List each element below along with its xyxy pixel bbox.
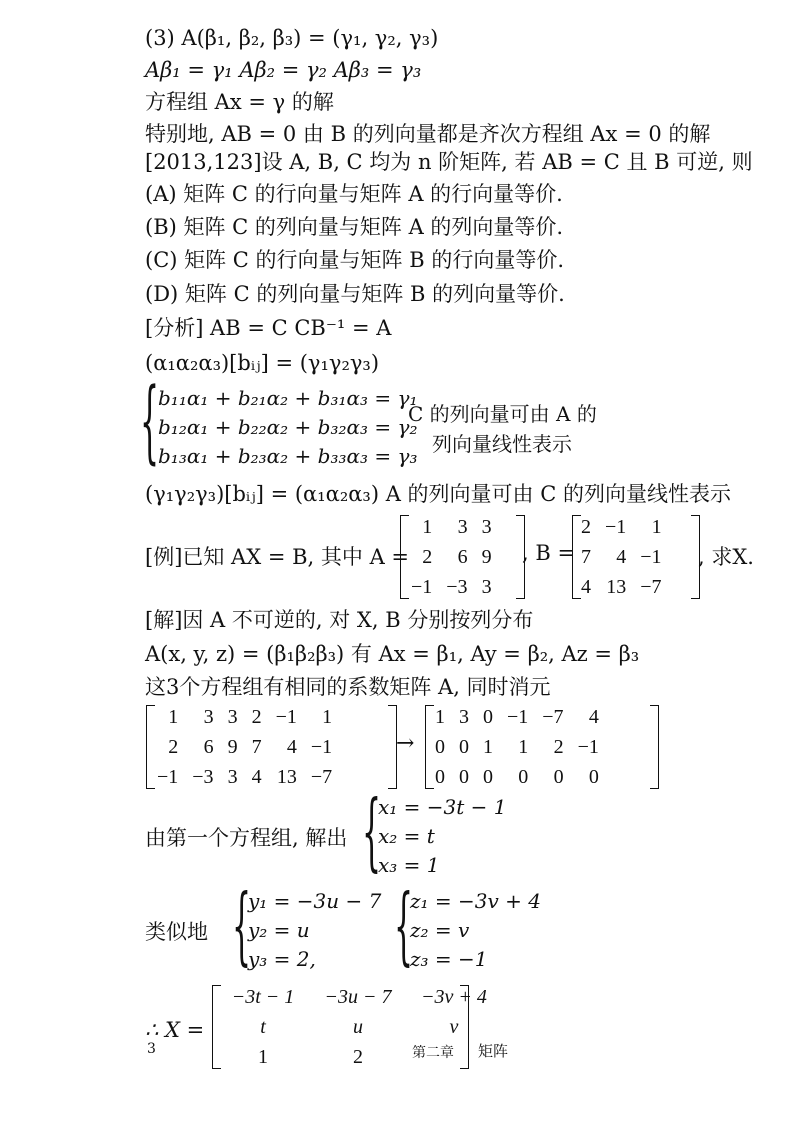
cell: 0 [435,765,445,788]
analysis-line: [分析] AB = C CB⁻¹ = A [145,316,392,340]
cell: −3t − 1 [231,985,295,1008]
solution-z-row: z₁ = −3v + 4 [410,889,542,913]
solution-z [410,887,541,974]
line-4: 特别地, AB = 0 由 B 的列向量都是齐次方程组 Ax = 0 的解 [145,122,711,146]
cell: 2 [422,545,433,568]
option-b: (B) 矩阵 C 的列向量与矩阵 A 的列向量等价. [145,215,564,239]
cell: −7 [640,575,662,598]
solution-line: [解]因 A 不可逆的, 对 X, B 分别按列分布 [145,608,534,632]
cell: 9 [227,735,238,758]
cell: 0 [459,735,469,758]
cell: 3 [203,705,214,728]
cell: 6 [457,545,468,568]
line-3: 方程组 Ax = γ 的解 [145,90,334,114]
brace-sys1: { [140,371,160,476]
solution-x-row: x₃ = 1 [378,853,440,877]
alpha-b-equation: (α₁α₂α₃)[bᵢⱼ] = (γ₁γ₂γ₃) [145,351,380,375]
system-1 [158,384,417,471]
solution-z-row: z₂ = v [410,918,470,942]
brace-y: { [232,878,252,977]
cell: 1 [422,515,433,538]
cell: 0 [435,735,445,758]
chapter-title: 矩阵 [478,1042,509,1060]
cell: 4 [251,765,262,788]
solution-y-row: y₁ = −3u − 7 [248,889,382,913]
three-systems-line: 这3个方程组有相同的系数矩阵 A, 同时消元 [145,675,551,699]
problem-statement: [2013,123]设 A, B, C 均为 n 阶矩阵, 若 AB = C 且 B 可逆, 则 [145,150,753,174]
cell: 0 [518,765,529,788]
cell: −1 [310,735,333,758]
matrix-a [404,512,499,602]
rref-matrix [428,702,606,792]
brace-z: { [394,878,414,977]
rref-right-bracket [650,705,659,789]
system-1-row: b₁₁α₁ + b₂₁α₂ + b₃₁α₃ = γ₁ [158,386,418,410]
example-suffix: , 求X. [698,545,754,569]
cell: 0 [553,765,564,788]
cell: 0 [588,765,599,788]
chapter-label: 第二章 [412,1045,454,1061]
cell: 9 [481,545,492,568]
system-1-row: b₁₃α₁ + b₂₃α₂ + b₃₃α₃ = γ₃ [158,444,418,468]
solution-x-row: x₂ = t [378,824,435,848]
cell: −3 [192,765,214,788]
similarly-label: 类似地 [145,920,208,944]
cell: −1 [577,735,599,758]
therefore-x: ∴ X = [145,1018,205,1042]
example-prefix: [例]已知 AX = B, 其中 A = [145,545,410,569]
option-a: (A) 矩阵 C 的行向量与矩阵 A 的行向量等价. [145,182,563,206]
solution-x [378,793,507,880]
line-2: Aβ₁ = γ₁ Aβ₂ = γ₂ Aβ₃ = γ₃ [145,58,422,82]
cell: 2 [251,705,262,728]
cell: −7 [542,705,564,728]
cell: 3 [457,515,468,538]
augmented-matrix [150,702,339,792]
brace-x: { [362,784,382,883]
cell: u [353,1015,363,1038]
solution-x-row: x₁ = −3t − 1 [378,795,507,819]
cell: 3 [481,575,492,598]
axyz-line: A(x, y, z) = (β₁β₂β₃) 有 Ax = β₁, Ay = β₂, Az = β₃ [145,642,640,666]
cell: −7 [310,765,333,788]
arrow-icon: → [396,731,415,756]
x-right-bracket [460,985,469,1069]
cell: −1 [275,705,297,728]
option-d: (D) 矩阵 C 的列向量与矩阵 B 的列向量等价. [145,282,565,306]
page-number: 3 [147,1041,156,1057]
cell: −3 [446,575,468,598]
cell: 2 [553,735,564,758]
cell: 7 [581,545,591,568]
system-1-row: b₁₂α₁ + b₂₂α₂ + b₃₂α₃ = γ₂ [158,415,418,439]
solution-z-row: z₃ = −1 [410,947,488,971]
cell: 4 [581,575,591,598]
cell: −1 [411,575,433,598]
solution-y [248,887,381,974]
solution-y-row: y₂ = u [248,918,310,942]
cell: 1 [168,705,179,728]
cell: 2 [581,515,591,538]
cell: 13 [606,575,627,598]
note-1b: 列向量线性表示 [432,432,572,456]
cell: −1 [157,765,179,788]
cell: −1 [640,545,662,568]
cell: 1 [483,735,493,758]
cell: −3v + 4 [421,985,487,1008]
cell: 3 [227,705,238,728]
cell: 0 [483,765,493,788]
cell: 1 [322,705,333,728]
cell: 3 [481,515,492,538]
cell: −1 [507,705,529,728]
cell: 0 [459,765,469,788]
cell: 2 [168,735,179,758]
cell: 7 [251,735,262,758]
cell: 4 [616,545,627,568]
cell: t [260,1015,266,1038]
cell: −1 [605,515,627,538]
from-first-system: 由第一个方程组, 解出 [145,826,348,850]
line-1: (3) A(β₁, β₂, β₃) = (γ₁, γ₂, γ₃) [145,26,439,50]
cell: 1 [651,515,662,538]
cell: 0 [483,705,493,728]
cell: 1 [518,735,529,758]
cell: 3 [459,705,469,728]
cell: 6 [203,735,214,758]
matrix-b [574,512,669,602]
cell: 4 [588,705,599,728]
cell: 1 [435,705,445,728]
cell: 4 [286,735,297,758]
example-mid: , B = [522,541,576,565]
note-1a: C 的列向量可由 A 的 [408,402,597,426]
cell: v [449,1015,459,1038]
cell: 3 [227,765,238,788]
cell: 2 [353,1045,363,1068]
option-c: (C) 矩阵 C 的行向量与矩阵 B 的行向量等价. [145,248,565,272]
cell: −3u − 7 [324,985,392,1008]
gamma-b-equation: (γ₁γ₂γ₃)[bᵢⱼ] = (α₁α₂α₃) A 的列向量可由 C 的列向量线性表示 [145,482,731,506]
cell: 1 [258,1045,268,1068]
solution-y-row: y₃ = 2, [248,947,316,971]
cell: 13 [276,765,297,788]
